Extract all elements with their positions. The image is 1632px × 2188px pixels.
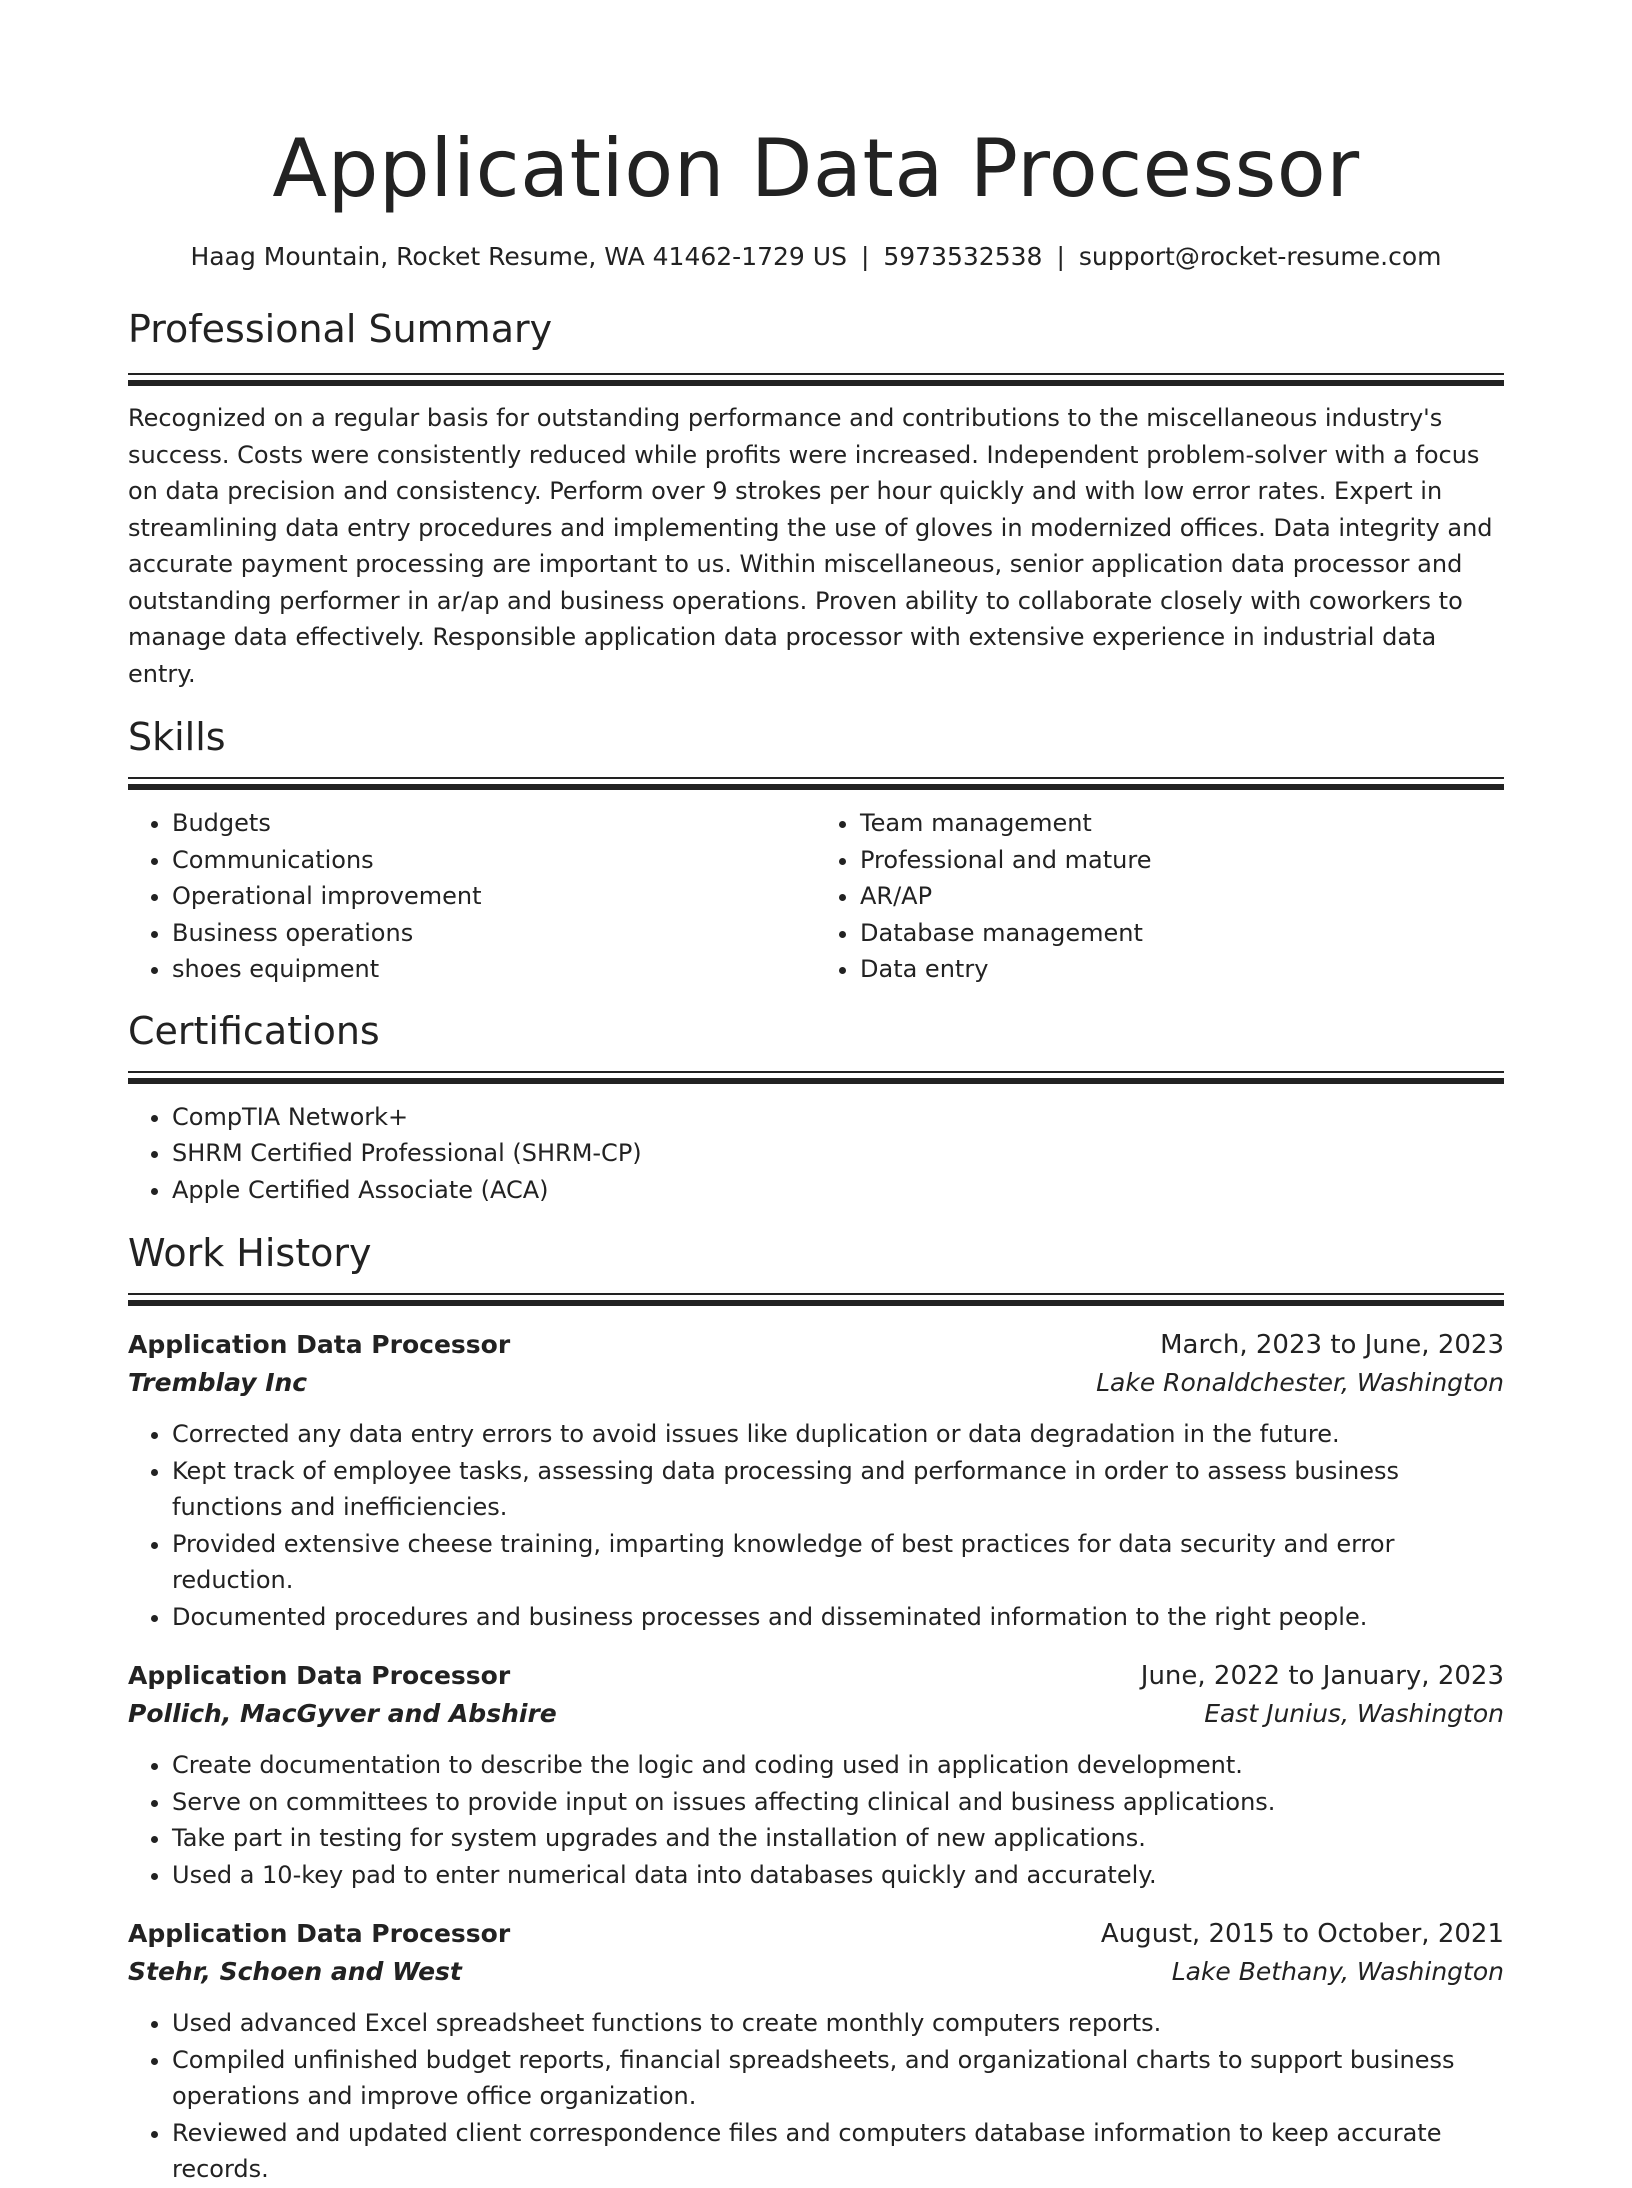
section-divider: [128, 373, 1504, 386]
job-title: Application Data Processor: [128, 1919, 511, 1948]
section-divider: [128, 1071, 1504, 1084]
job-location: Lake Bethany, Washington: [1171, 1957, 1504, 1986]
contact-separator: |: [1056, 242, 1065, 271]
job-bullet: • Documented procedures and business processes and disseminated information to the right people.: [172, 1599, 1504, 1636]
job-dates: March, 2023 to June, 2023: [1160, 1330, 1504, 1360]
job-bullet: • Provided extensive cheese training, imparting knowledge of best practices for data security and error reduction.: [172, 1526, 1504, 1599]
job-title: Application Data Processor: [128, 1661, 511, 1690]
job-header-row: [128, 1326, 1504, 1364]
certification-item: • CompTIA Network+: [172, 1099, 1504, 1136]
skills-heading: Skills: [128, 715, 226, 759]
job-title: Application Data Processor: [128, 1330, 511, 1359]
skill-item: • Professional and mature: [860, 842, 1504, 879]
skill-item: • Budgets: [172, 805, 816, 842]
skill-item: • AR/AP: [860, 878, 1504, 915]
certifications-heading: Certifications: [128, 1008, 380, 1053]
job-bullet: • Used a 10-key pad to enter numerical data into databases quickly and accurately.: [172, 1857, 1504, 1894]
job-bullet: • Kept track of employee tasks, assessing data processing and performance in order to assess business functions and inefficiencies.: [172, 1453, 1504, 1526]
certifications-list: [128, 1099, 1504, 1209]
resume-page: [128, 0, 1504, 2188]
skill-item: • Communications: [172, 842, 816, 879]
contact-line: [128, 240, 1504, 274]
job-location: Lake Ronaldchester, Washington: [1096, 1368, 1504, 1397]
certification-item: • Apple Certified Associate (ACA): [172, 1172, 1504, 1209]
work-history-heading: Work History: [128, 1231, 372, 1275]
job-bullet: • Corrected any data entry errors to avoid issues like duplication or data degradation in the future.: [172, 1416, 1504, 1453]
work-history-section: [128, 1228, 1504, 2188]
address-text: Haag Mountain, Rocket Resume, WA 41462-1729 US: [190, 242, 847, 271]
job-dates: June, 2022 to January, 2023: [1140, 1661, 1504, 1691]
job-bullets: [128, 1747, 1504, 1893]
job-bullets: [128, 1416, 1504, 1635]
job-company-row: [128, 1953, 1504, 1991]
job-bullet: • Used advanced Excel spreadsheet functions to create monthly computers reports.: [172, 2005, 1504, 2042]
job-bullets: [128, 2005, 1504, 2188]
phone-text: 5973532538: [883, 242, 1043, 271]
job-company: Pollich, MacGyver and Abshire: [128, 1699, 557, 1728]
summary-heading: Professional Summary: [128, 307, 553, 351]
skill-item: • Data entry: [860, 951, 1504, 988]
section-divider: [128, 777, 1504, 790]
email-link[interactable]: support@rocket-resume.com: [1078, 242, 1442, 271]
job-company: Stehr, Schoen and West: [128, 1957, 462, 1986]
page-title: Application Data Processor: [272, 122, 1360, 215]
skill-item: • Team management: [860, 805, 1504, 842]
job-bullet: • Compiled unfinished budget reports, financial spreadsheets, and organizational charts to support business operations and improve office organization.: [172, 2042, 1504, 2115]
job-bullet: • Serve on committees to provide input on issues affecting clinical and business applications.: [172, 1784, 1504, 1821]
certifications-section: [128, 1006, 1504, 1209]
job-entry: [128, 1326, 1504, 1635]
summary-text: Recognized on a regular basis for outstanding performance and contributions to the miscellaneous industry's success. Costs were consistently reduced while profits were increased. Independent problem-solver with a focus on data precision and consistency. Perform over 9 strokes per hour quickly and with low error rates. Expert in streamlining data entry procedures and implementing the use of gloves in modernized offices. Data integrity and accurate payment processing are important to us. Within miscellaneous, senior application data processor and outstanding performer in ar/ap and business operations. Proven ability to collaborate closely with coworkers to manage data effectively. Responsible application data processor with extensive experience in industrial data entry.: [128, 404, 1493, 688]
job-entry: [128, 1915, 1504, 2188]
skill-item: • Business operations: [172, 915, 816, 952]
skills-list-right: [816, 805, 1504, 988]
job-dates: August, 2015 to October, 2021: [1100, 1919, 1504, 1949]
job-location: East Junius, Washington: [1204, 1699, 1504, 1728]
contact-separator: |: [860, 242, 870, 271]
section-divider: [128, 1293, 1504, 1306]
skills-columns: [128, 805, 1504, 988]
job-bullet: • Reviewed and updated client correspondence files and computers database information to keep accurate records.: [172, 2115, 1504, 2188]
job-company: Tremblay Inc: [128, 1368, 308, 1397]
job-company-row: [128, 1695, 1504, 1733]
job-company-row: [128, 1364, 1504, 1402]
skills-section: [128, 712, 1504, 988]
summary-section: [128, 304, 1504, 692]
skill-item: • Operational improvement: [172, 878, 816, 915]
job-bullet: • Create documentation to describe the logic and coding used in application development.: [172, 1747, 1504, 1784]
job-entry: [128, 1657, 1504, 1893]
job-header-row: [128, 1915, 1504, 1953]
skills-list-left: [128, 805, 816, 988]
skill-item: • Database management: [860, 915, 1504, 952]
skill-item: • shoes equipment: [172, 951, 816, 988]
job-bullet: • Take part in testing for system upgrades and the installation of new applications.: [172, 1820, 1504, 1857]
job-header-row: [128, 1657, 1504, 1695]
certification-item: • SHRM Certified Professional (SHRM-CP): [172, 1135, 1504, 1172]
